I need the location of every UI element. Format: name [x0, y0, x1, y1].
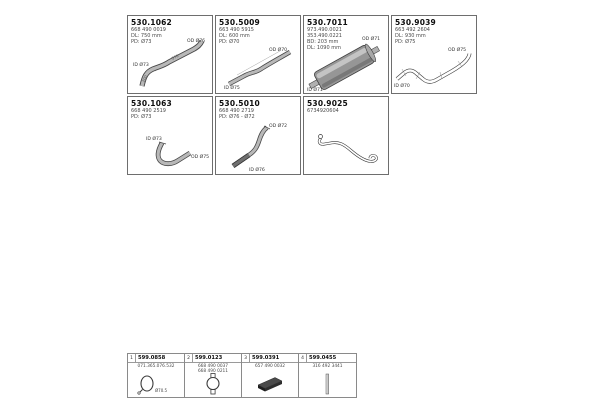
oe-number: 657 490 0032: [254, 364, 286, 369]
part-specs: [131, 27, 166, 45]
id-label: ID Ø73: [146, 137, 162, 142]
id-label: ID Ø70: [394, 84, 410, 89]
spec-line: BD: 203 mm: [307, 39, 339, 45]
part-card-530-5010: [215, 96, 301, 175]
accessory-number: 599.0455: [309, 355, 337, 361]
part-number: 530.7011: [307, 18, 348, 27]
dim-label: 570: [170, 52, 180, 61]
oe-number: 668 490 0019: [131, 27, 166, 33]
accessory-cell-4: [299, 354, 356, 397]
part-card-530-1063: [127, 96, 213, 175]
clamp-drawing: [128, 372, 184, 397]
id-label: ID Ø75: [224, 86, 240, 91]
part-number: 530.9039: [395, 18, 436, 27]
id-label: ID Ø76: [249, 168, 265, 173]
od-label: OD Ø76: [187, 39, 206, 44]
part-card-530-7011: [303, 15, 389, 94]
accessory-header: [185, 354, 241, 363]
accessory-strip: [127, 353, 357, 398]
spec-line: DL: 600 mm: [219, 33, 250, 39]
id-label: ID Ø71: [307, 88, 323, 93]
accessory-cell-1: [128, 354, 185, 397]
accessory-index: 1: [128, 354, 136, 362]
od-label: OD Ø70: [269, 48, 288, 53]
part-card-530-9025: [303, 96, 389, 175]
part-specs: [307, 108, 339, 114]
accessory-number: 599.0391: [252, 355, 280, 361]
accessory-header: [128, 354, 184, 363]
part-specs: [131, 108, 166, 120]
oe-number: 668 490 2719: [219, 108, 254, 114]
spec-line: DL: 1090 mm: [307, 45, 341, 51]
dim-label: 200: [140, 74, 149, 84]
oe-number: 6734920604: [307, 108, 339, 114]
part-specs: [307, 27, 342, 51]
accessory-number: 599.0123: [195, 355, 223, 361]
oe-number: 353.490.0221: [307, 33, 342, 39]
part-number: 530.1063: [131, 99, 172, 108]
accessory-specs: [299, 364, 356, 369]
part-card-530-5009: [215, 15, 301, 94]
part-card-530-9039: [391, 15, 477, 94]
spec-line: DL: 750 mm: [131, 33, 162, 39]
part-specs: [219, 108, 255, 120]
accessory-specs: [128, 364, 184, 369]
part-card-530-1062: [127, 15, 213, 94]
accessory-index: 4: [299, 354, 307, 362]
id-label: ID Ø73: [133, 63, 149, 68]
oe-number: 668 490 0037: [197, 364, 229, 369]
accessory-header: [299, 354, 356, 363]
od-label: OD Ø75: [448, 48, 467, 53]
oe-number: 663 490 5915: [219, 27, 254, 33]
part-number: 530.9025: [307, 99, 348, 108]
part-specs: [395, 27, 430, 45]
part-number: 530.5010: [219, 99, 260, 108]
rubber-mount-drawing: [242, 372, 298, 397]
accessory-cell-2: [185, 354, 242, 397]
spec-line: PD: Ø75: [395, 39, 416, 45]
part-specs: [219, 27, 254, 45]
spec-line: PD: Ø73: [131, 39, 152, 45]
rod-drawing: [299, 372, 355, 397]
accessory-number: 599.0858: [138, 355, 166, 361]
clamp-drawing: [185, 372, 241, 397]
spec-line: PD: Ø73: [131, 114, 152, 120]
oe-number: 316 492 3441: [312, 364, 343, 369]
accessory-index: 3: [242, 354, 250, 362]
od-label: OD Ø72: [269, 124, 288, 129]
spec-line: PD: Ø70: [219, 39, 240, 45]
oe-number: 071.365.076.532: [137, 364, 175, 369]
part-number: 530.5009: [219, 18, 260, 27]
od-label: OD Ø71: [362, 37, 381, 42]
accessory-header: [242, 354, 298, 363]
spec-line: DL: 930 mm: [395, 33, 426, 39]
diameter-label: Ø70.5: [155, 388, 168, 393]
oe-number: 973.490.0021: [307, 27, 342, 33]
part-number: 530.1062: [131, 18, 172, 27]
od-label: OD Ø75: [191, 155, 210, 160]
accessory-specs: [242, 364, 298, 369]
oe-number: 663 492 2604: [395, 27, 430, 33]
oe-number: 668 490 0211: [197, 369, 229, 374]
oe-number: 668 490 2519: [131, 108, 166, 114]
accessory-cell-3: [242, 354, 299, 397]
spec-line: PD: Ø76 - Ø72: [219, 114, 255, 120]
accessory-index: 2: [185, 354, 193, 362]
